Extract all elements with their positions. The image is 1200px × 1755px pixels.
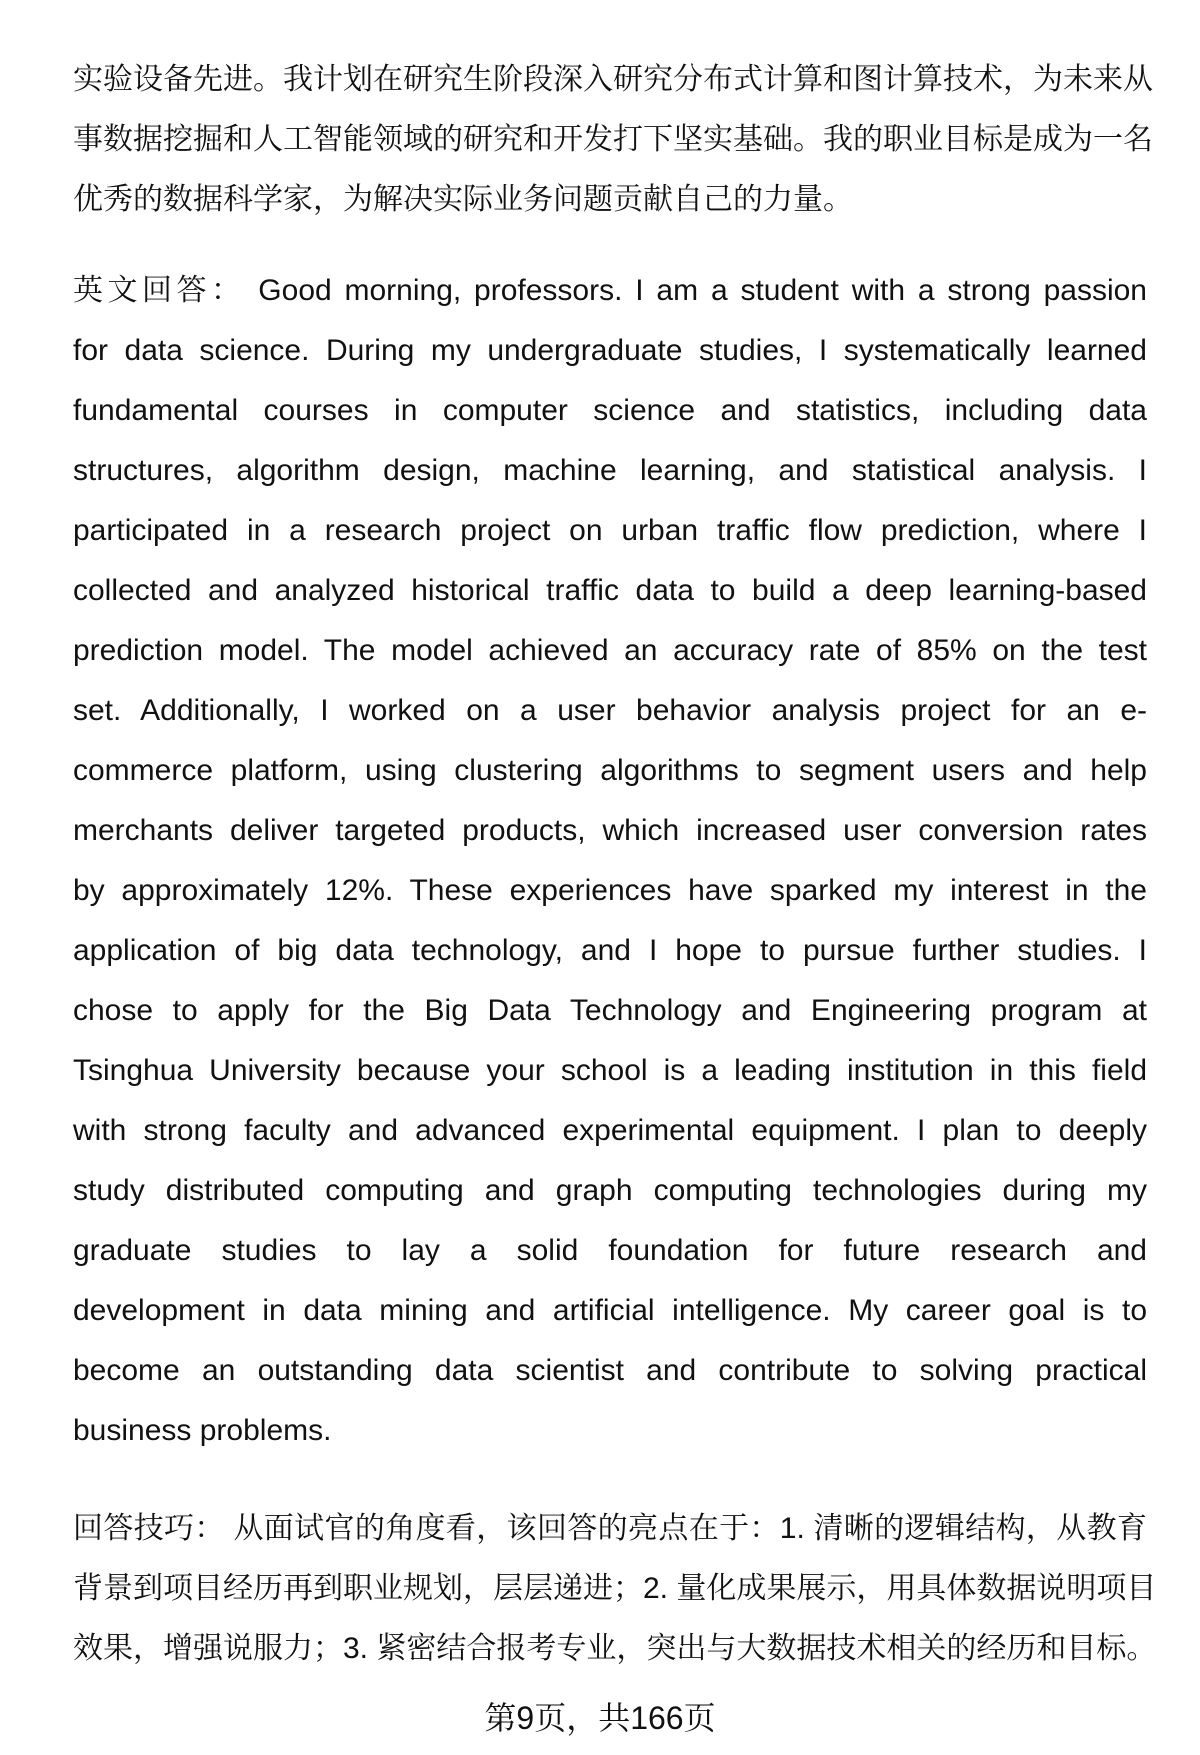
text-line: by approximately 12%. These experiences have sparked my interest in the (73, 874, 1147, 907)
text-line: 英文回答： Good morning, professors. I am a student with a strong passion (73, 274, 1147, 307)
text-line: development in data mining and artificial intelligence. My career goal is to (73, 1294, 1147, 1327)
text-line: become an outstanding data scientist and contribute to solving practical (73, 1354, 1147, 1387)
text-line: structures, algorithm design, machine learning, and statistical analysis. I (73, 454, 1147, 487)
text-line: Tsinghua University because your school is a leading institution in this field (73, 1054, 1147, 1087)
text-line: graduate studies to lay a solid foundation for future research and (73, 1234, 1147, 1267)
text-line: collected and analyzed historical traffic data to build a deep learning-based (73, 574, 1147, 607)
text-line: chose to apply for the Big Data Technology and Engineering program at (73, 994, 1147, 1027)
text-line: business problems. (73, 1414, 332, 1447)
text-line: 回答技巧： 从面试官的角度看，该回答的亮点在于：1. 清晰的逻辑结构，从教育 (73, 1512, 1147, 1545)
english-answer-paragraph (73, 261, 1147, 1461)
text-line: set. Additionally, I worked on a user behavior analysis project for an e- (73, 694, 1147, 727)
text-line: study distributed computing and graph computing technologies during my (73, 1174, 1147, 1207)
text-line: prediction model. The model achieved an accuracy rate of 85% on the test (73, 634, 1147, 667)
text-line: for data science. During my undergraduate studies, I systematically learned (73, 334, 1147, 367)
text-line: commerce platform, using clustering algorithms to segment users and help (73, 754, 1147, 787)
text-line: 实验设备先进。我计划在研究生阶段深入研究分布式计算和图计算技术，为未来从 (73, 63, 1153, 96)
text-line: 效果，增强说服力；3. 紧密结合报考专业，突出与大数据技术相关的经历和目标。 (73, 1632, 1157, 1665)
text-line: application of big data technology, and I hope to pursue further studies. I (73, 934, 1147, 967)
page-number: 第9页，共166页 (484, 1700, 716, 1736)
text-line: merchants deliver targeted products, which increased user conversion rates (73, 814, 1147, 847)
text-line: fundamental courses in computer science and statistics, including data (73, 394, 1147, 427)
text-line: 优秀的数据科学家，为解决实际业务问题贡献自己的力量。 (73, 183, 853, 216)
chinese-answer-continuation (73, 50, 1153, 230)
text-line: with strong faculty and advanced experimental equipment. I plan to deeply (73, 1114, 1147, 1147)
text-line: participated in a research project on urban traffic flow prediction, where I (73, 514, 1147, 547)
answer-tips-paragraph (73, 1499, 1157, 1679)
text-line: 背景到项目经历再到职业规划，层层递进；2. 量化成果展示，用具体数据说明项目 (73, 1572, 1157, 1605)
text-line: 事数据挖掘和人工智能领域的研究和开发打下坚实基础。我的职业目标是成为一名 (73, 123, 1153, 156)
